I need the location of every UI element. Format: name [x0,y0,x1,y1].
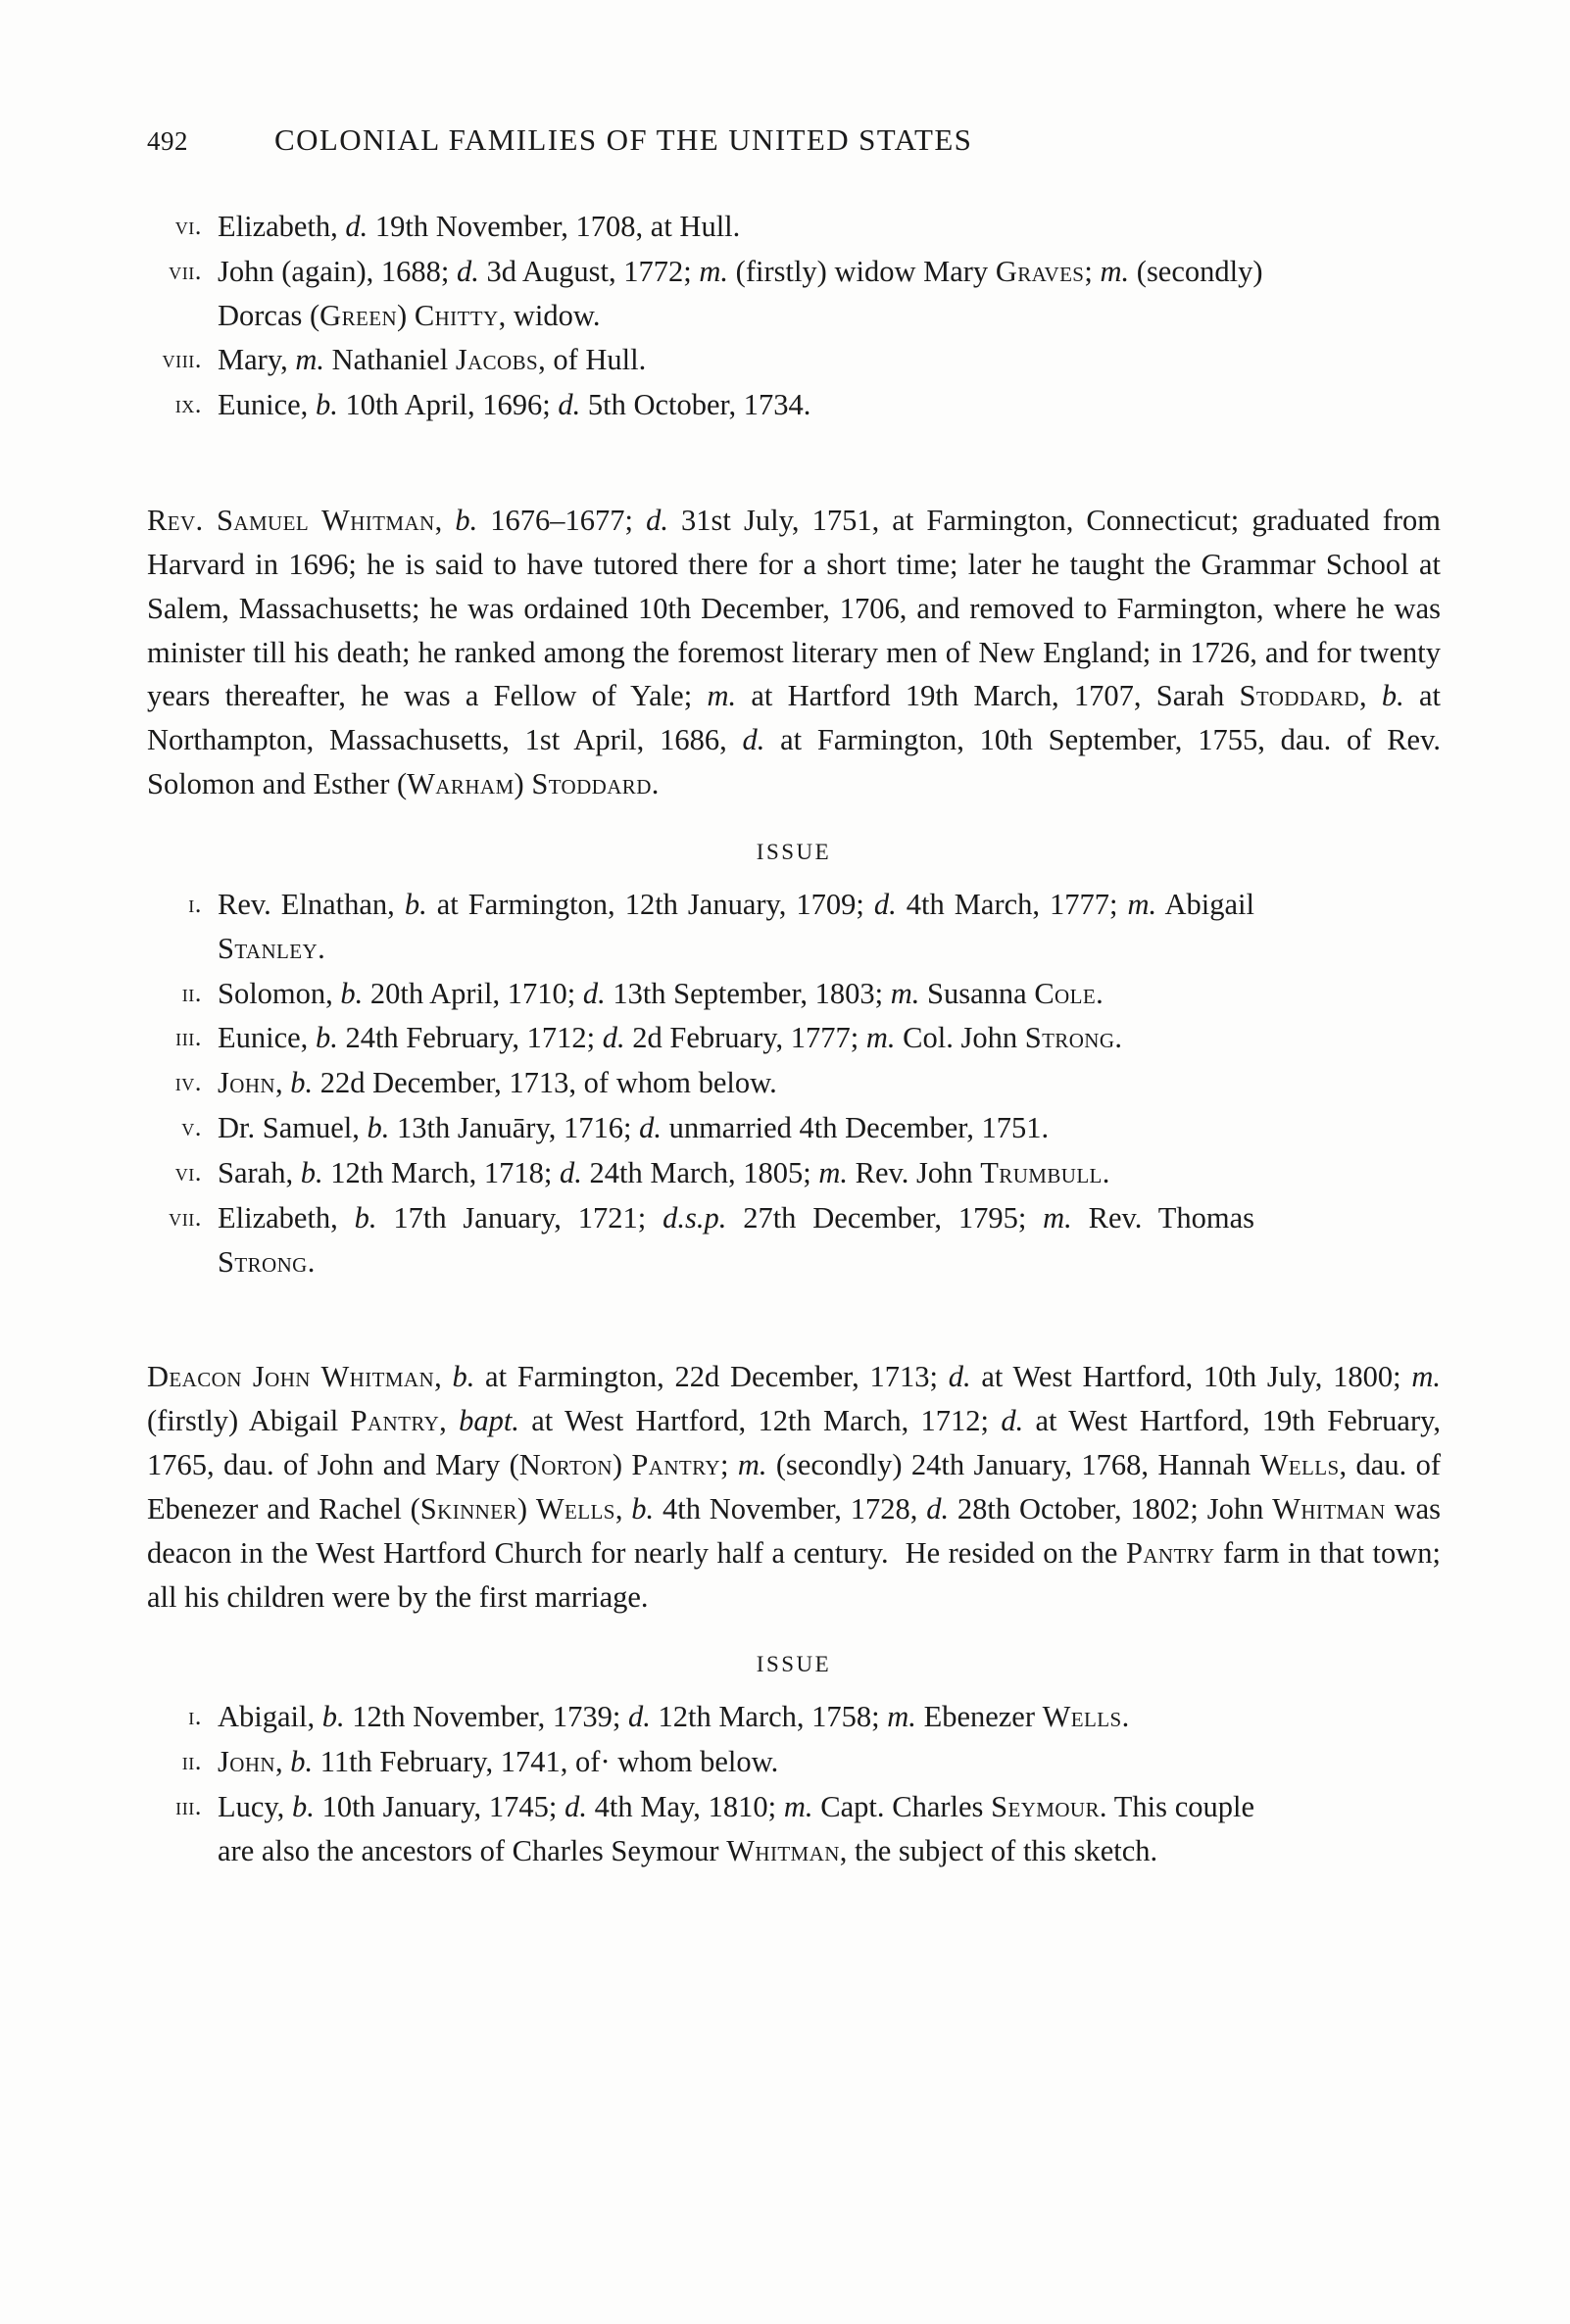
list-item [147,883,1254,971]
item-text: Elizabeth, b. 17th January, 1721; d.s.p. 27th December, 1795; m. Rev. Thomas Strong. [218,1200,1254,1279]
children-list-top [147,205,1284,427]
issue-heading-samuel: ISSUE [756,839,832,864]
page-header [147,122,1441,158]
item-text: Mary, m. Nathaniel Jacobs, of Hull. [218,343,647,377]
item-text: Eunice, b. 10th April, 1696; d. 5th October, 1734. [218,388,811,422]
list-item [147,1106,1254,1150]
list-item [147,1196,1254,1284]
spacer [147,428,1441,499]
item-numeral: vii. [169,1202,202,1232]
john-whitman-paragraph: Deacon John Whitman, b. at Farmington, 22d December, 1713; d. at West Hartford, 10th July, 1800; m. (firstly) Abigail Pantry, bapt. at West Hartford, 12th March, 1712; d. at West Hartford, 19th February, 1765, dau. of John and Mary (Norton) Pantry; m. (secondly) 24th January, 1768, Hannah Wells, dau. of Ebenezer and Rachel (Skinner) Wells, b. 4th November, 1728, d. 28th October, 1802; John Whitman was deacon in the West Hartford Church for nearly half a century. He resided on the Pantry farm in that town; all his children were by the first marriage. [147,1360,1442,1614]
item-text: John, b. 22d December, 1713, of whom below. [218,1066,777,1100]
list-item [147,1061,1254,1105]
item-text: Rev. Elnathan, b. at Farmington, 12th January, 1709; d. 4th March, 1777; m. Abigail Stanley. [218,887,1254,965]
spacer [147,1284,1441,1355]
item-text: John (again), 1688; d. 3d August, 1772; m. (firstly) widow Mary Graves; m. (secondly) Dorcas (Green) Chitty, widow. [218,254,1263,332]
item-text: Elizabeth, d. 19th November, 1708, at Hull. [218,210,741,243]
running-title: COLONIAL FAMILIES OF THE UNITED STATES [274,122,973,157]
item-text: Eunice, b. 24th February, 1712; d. 2d February, 1777; m. Col. John Strong. [218,1021,1123,1055]
list-item [147,205,1284,249]
list-item [147,1016,1254,1060]
item-text: Dr. Samuel, b. 13th Januāry, 1716; d. unmarried 4th December, 1751. [218,1111,1050,1145]
item-numeral: i. [188,1702,202,1731]
item-text: Sarah, b. 12th March, 1718; d. 24th March, 1805; m. Rev. John Trumbull. [218,1155,1110,1189]
item-numeral: i. [188,889,202,918]
list-item [147,250,1284,338]
list-item [147,338,1284,382]
item-numeral: ii. [181,1747,202,1776]
item-text: Abigail, b. 12th November, 1739; d. 12th March, 1758; m. Ebenezer Wells. [218,1700,1130,1734]
item-text: Lucy, b. 10th January, 1745; d. 4th May, 1810; m. Capt. Charles Seymour. This couple are also the ancestors of Charles Seymour Whitman, the subject of this sketch. [218,1790,1254,1867]
samuel-whitman-paragraph: Rev. Samuel Whitman, b. 1676–1677; d. 31st July, 1751, at Farmington, Connecticut; graduated from Harvard in 1696; he is said to have tutored there for a short time; later he taught the Grammar School at Salem, Massachusetts; he was ordained 10th December, 1706, and removed to Farmington, where he was minister till his death; he ranked among the foremost literary men of New England; in 1726, and for twenty years thereafter, he was a Fellow of Yale; m. at Hartford 19th March, 1707, Sarah Stoddard, b. at Northampton, Massachusetts, 1st April, 1686, d. at Farmington, 10th September, 1755, dau. of Rev. Solomon and Esther (Warham) Stoddard. [147,504,1441,801]
item-numeral: iii. [175,1023,202,1052]
item-numeral: v. [181,1113,202,1142]
list-item [147,1151,1254,1195]
item-text: Solomon, b. 20th April, 1710; d. 13th September, 1803; m. Susanna Cole. [218,976,1104,1010]
item-numeral: iv. [174,1068,202,1097]
issue-list-john [147,1695,1254,1872]
list-item [147,972,1254,1016]
item-numeral: ix. [174,390,202,419]
list-item [147,1695,1254,1739]
page-number: 492 [147,126,188,156]
list-item [147,1740,1254,1784]
item-text: John, b. 11th February, 1741, of· whom below. [218,1745,779,1779]
item-numeral: vii. [169,256,202,285]
issue-heading-john: ISSUE [756,1652,832,1677]
page-content [147,122,1441,1874]
item-numeral: ii. [181,978,202,1007]
item-numeral: iii. [175,1792,202,1821]
item-numeral: vi. [174,1157,202,1186]
issue-list-samuel [147,883,1254,1283]
list-item [147,383,1284,427]
item-numeral: viii. [162,345,202,374]
item-numeral: vi. [174,212,202,240]
list-item [147,1785,1254,1873]
